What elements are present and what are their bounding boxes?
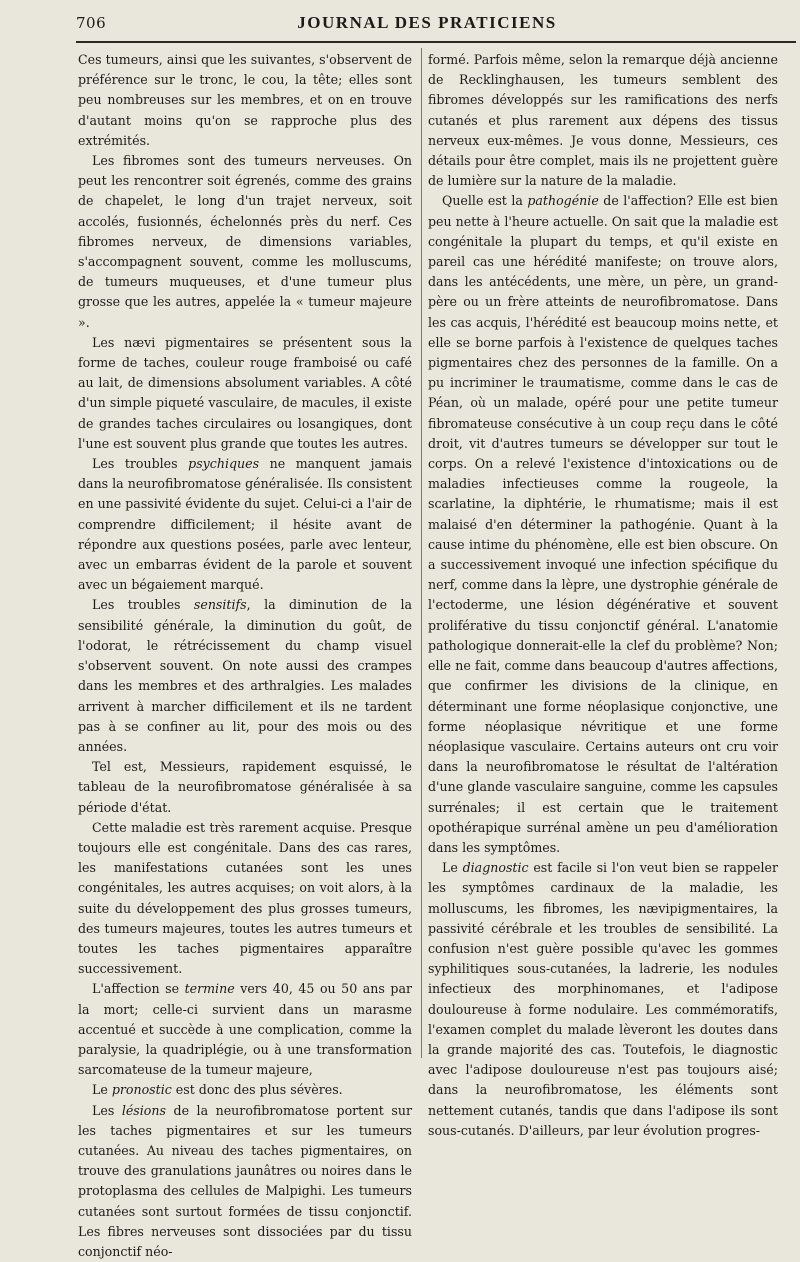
- paragraph-text: L'affection se: [92, 981, 185, 997]
- paragraph-text: Tel est, Messieurs, rapidement esquissé, le tableau de la neurofibromatose généralisée à sa période d'état.: [78, 759, 412, 815]
- journal-title: JOURNAL DES PRATICIENS: [297, 13, 557, 32]
- paragraph-text: Le: [442, 860, 463, 876]
- paragraph: [78, 333, 412, 454]
- page-number: 706: [76, 14, 107, 32]
- column-divider: [421, 48, 422, 1058]
- paragraph-text: Les nævi pigmentaires se présentent sous la forme de taches, couleur rouge framboisé ou café au lait, de dimensions absolument variables. A côté d'un simple piqueté vasculaire, de macules, il existe de grandes taches circulaires ou losangiques, dont l'une est souvent plus grande que toutes les autres.: [78, 334, 412, 451]
- paragraph-text: Les: [92, 1102, 122, 1118]
- paragraph: [78, 1101, 412, 1262]
- paragraph-text: ne manquent jamais dans la neurofibromatose généralisée. Ils consistent en une passivité évidente du sujet. Celui-ci a l'air de comprendre difficilement; il hésite avant de répondre aux questions posées, parle avec lenteur, avec un embarras évident de la parole et souvent avec un bégaiement marqué.: [78, 456, 413, 593]
- paragraph: [78, 50, 412, 151]
- header-rule: [76, 41, 796, 43]
- paragraph-text: vers 40, 45 ou 50 ans par la mort; celle-ci survient dans un marasme accentué et succède à une complication, comme la paralysie, la quadriplégie, ou à une transformation sarcomateuse de la tumeur majeure,: [78, 981, 412, 1078]
- paragraph-text: Quelle est la: [442, 193, 528, 209]
- paragraph-text: Le: [92, 1082, 112, 1098]
- right-column: [428, 50, 778, 1141]
- paragraph-text: Ces tumeurs, ainsi que les suivantes, s'observent de préférence sur le tronc, le cou, la tête; elles sont peu nombreuses sur les membres, et on en trouve d'autant moins qu'on se rapproche plus des extrémités.: [78, 52, 412, 148]
- running-header: [62, 12, 792, 36]
- paragraph-text: de la neurofibromatose portent sur les taches pigmentaires et sur les tumeurs cutanées. Au niveau des taches pigmentaires, on trouve des granulations jaunâtres ou noires dans le protoplasma des cellules de Malpighi. Les tumeurs cutanées sont surtout formées de tissu conjonctif. Les fibres nerveuses sont dissociées par du tissu conjonctif néo-: [78, 1102, 412, 1259]
- paragraph: [78, 757, 412, 818]
- paragraph-text: Les fibromes sont des tumeurs nerveuses. On peut les rencontrer soit égrenés, comme des grains de chapelet, le long d'un trajet nerveux, soit accolés, fusionnés, échelonnés près du nerf. Ces fibromes nerveux, de dimensions variables, s'accompagnent souvent, comme les molluscums, de tumeurs muqueuses, et d'une tumeur plus grosse que les autres, appelée la « tumeur majeure ».: [78, 153, 412, 330]
- paragraph-text: Cette maladie est très rarement acquise. Presque toujours elle est congénitale. Dans des cas rares, les manifestations cutanées sont les unes congénitales, les autres acquises; on voit alors, à la suite du développement des plus grosses tumeurs, des tumeurs majeures, toutes les autres tumeurs et toutes les taches pigmentaires apparaître successivement.: [78, 819, 412, 977]
- paragraph: [428, 858, 778, 1141]
- paragraph: [428, 191, 778, 858]
- paragraph: [428, 50, 778, 191]
- paragraph: [78, 1080, 412, 1100]
- italic-term: diagnostic: [462, 860, 529, 876]
- paragraph-text: Les troubles: [92, 597, 194, 613]
- italic-term: sensitifs: [193, 597, 247, 613]
- italic-term: pathogénie: [527, 193, 599, 209]
- paragraph-text: de l'affection? Elle est bien peu nette à l'heure actuelle. On sait que la maladie est congénitale la plupart du temps, et qu'il existe en pareil cas une hérédité manifeste; on trouve alors, dans les antécédents, une mère, un père, un grand-père ou un frère atteints de neurofibromatose. Dans les cas acquis, l'hérédité est beaucoup moins nette, et elle se borne parfois à l'existence de quelques taches pigmentaires chez des personnes de la famille. On a pu incriminer le traumatisme, comme dans le cas de Péan, où un malade, opéré pour une petite tumeur fibromateuse consécutive à un coup reçu dans le côté droit, vit d'autres tumeurs se développer sur tout le corps. On a relevé l'existence d'intoxications ou de maladies infectieuses comme la rougeole, la scarlatine, la diphtérie, le rhumatisme; mais il est malaisé d'en déterminer la pathogénie. Quant à la cause intime du phénomène, elle est bien obscure. On a successivement invoqué une infection spécifique du nerf, comme dans la lèpre, une dystrophie générale de l'ectoderme, une lésion dégénérative et souvent proliférative du tissu conjonctif général. L'anatomie pathologique donnerait-elle la clef du problème? Non; elle ne fait, comme dans beaucoup d'autres affections, que confirmer les divisions de la clinique, en déterminant une forme néoplasique conjonctive, une forme néoplasique névritique et une forme néoplasique vasculaire. Certains auteurs ont cru voir dans la neurofibromatose le résultat de l'altération d'une glande vasculaire sanguine, comme les capsules surrénales; il est certain que le traitement opothérapique surrénal amène un peu d'amélioration dans les symptômes.: [428, 193, 778, 855]
- left-column: [78, 50, 412, 1262]
- paragraph: [78, 818, 412, 980]
- paragraph-text: est donc des plus sévères.: [171, 1082, 343, 1098]
- paragraph-text: , la diminution de la sensibilité générale, la diminution du goût, de l'odorat, le rétrécissement du champ visuel s'observent souvent. On note aussi des crampes dans les membres et des arthralgies. Les malades arrivent à marcher difficilement et ils ne tardent pas à se confiner au lit, pour des mois ou des années.: [78, 597, 412, 754]
- paragraph: [78, 454, 412, 595]
- paragraph-text: est facile si l'on veut bien se rappeler les symptômes cardinaux de la maladie, les molluscums, les fibromes, les nævipigmentaires, la passivité cérébrale et les troubles de sensibilité. La confusion n'est guère possible qu'avec les gommes syphilitiques sous-cutanées, la ladrerie, les nodules infectieux des morphinomanes, et l'adipose douloureuse à forme nodulaire. Les commémoratifs, l'examen complet du malade lèveront les doutes dans la grande majorité des cas. Toutefois, le diagnostic avec l'adipose douloureuse n'est pas toujours aisé; dans la neurofibromatose, les éléments sont nettement cutanés, tandis que dans l'adipose ils sont sous-cutanés. D'ailleurs, par leur évolution progres-: [428, 860, 778, 1138]
- italic-term: lésions: [121, 1102, 166, 1118]
- italic-term: termine: [184, 981, 235, 997]
- paragraph-text: Les troubles: [92, 456, 189, 472]
- paragraph: [78, 595, 412, 757]
- paragraph-text: formé. Parfois même, selon la remarque déjà ancienne de Recklinghausen, les tumeurs semblent des fibromes développés sur les ramifications des nerfs cutanés et plus rarement aux dépens des tissus nerveux eux-mêmes. Je vous donne, Messieurs, ces détails pour être complet, mais ils ne projettent guère de lumière sur la nature de la maladie.: [428, 52, 778, 189]
- italic-term: psychiques: [188, 456, 260, 472]
- paragraph: [78, 979, 412, 1080]
- italic-term: pronostic: [111, 1082, 172, 1098]
- paragraph: [78, 151, 412, 333]
